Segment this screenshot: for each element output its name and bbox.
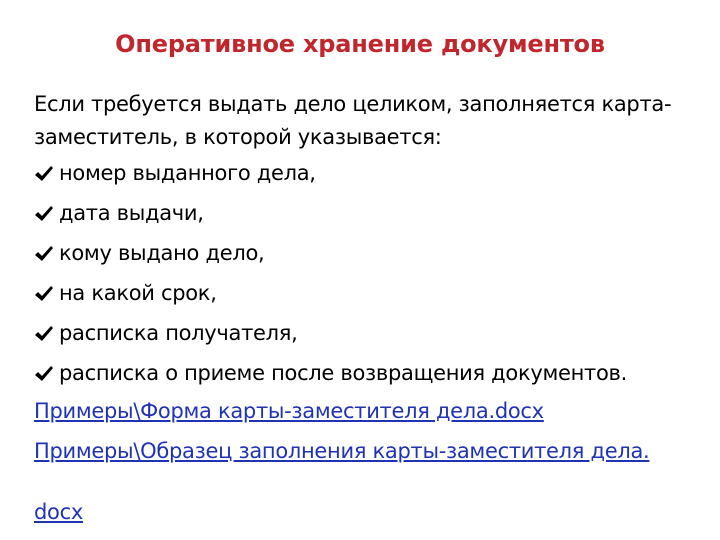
checkmark-icon xyxy=(34,245,54,263)
link-filled-example-ext[interactable]: docx xyxy=(34,500,83,524)
list-item xyxy=(34,361,704,401)
list-item-text: расписка получателя, xyxy=(59,321,298,345)
bullet-list xyxy=(34,161,704,401)
slide-title: Оперативное хранение документов xyxy=(115,30,605,58)
list-item xyxy=(34,321,704,361)
checkmark-icon xyxy=(34,165,54,183)
list-item-text: на какой срок, xyxy=(59,281,217,305)
list-item xyxy=(34,281,704,321)
list-item-text: дата выдачи, xyxy=(59,201,204,225)
list-item xyxy=(34,241,704,281)
link-filled-example[interactable]: Примеры\Образец заполнения карты-заместителя дела. xyxy=(34,439,650,463)
list-item-text: расписка о приеме после возвращения документов. xyxy=(59,361,627,385)
checkmark-icon xyxy=(34,325,54,343)
list-item-text: кому выдано дело, xyxy=(59,241,265,265)
list-item xyxy=(34,201,704,241)
link-form-template[interactable]: Примеры\Форма карты-заместителя дела.docx xyxy=(34,399,544,423)
list-item xyxy=(34,161,704,201)
list-item-text: номер выданного дела, xyxy=(59,161,316,185)
checkmark-icon xyxy=(34,285,54,303)
checkmark-icon xyxy=(34,205,54,223)
checkmark-icon xyxy=(34,365,54,383)
intro-paragraph: Если требуется выдать дело целиком, заполняется карта-заместитель, в которой указывается: xyxy=(34,92,672,149)
